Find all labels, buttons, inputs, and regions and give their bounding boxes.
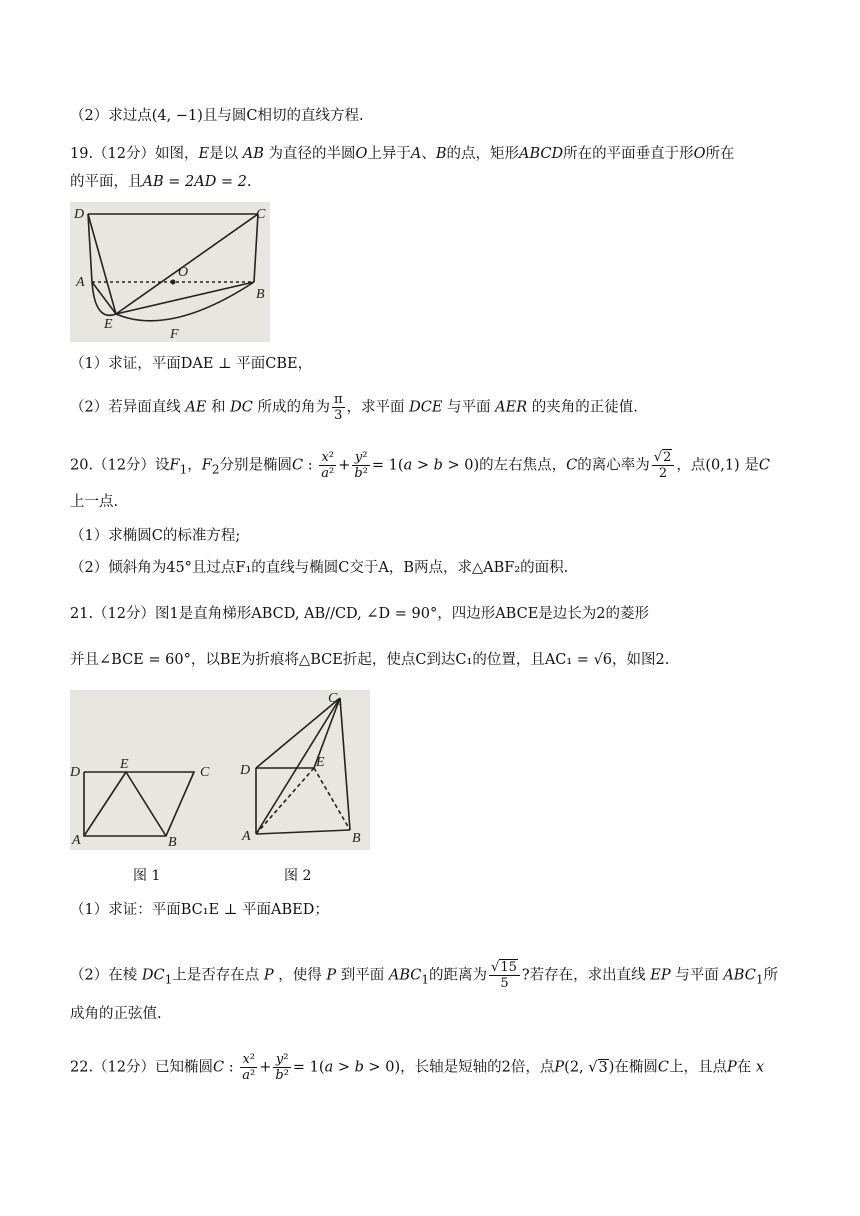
q19-part2: （2）若异面直线 AE 和 DC 所成的角为 $\frac{\pi}{3}$ ，求平面 DCE 与平面 AER 的夹角的正徒值. <box>70 392 638 423</box>
fig2-label-A: A <box>242 829 251 844</box>
fig1-label-E: E <box>120 757 129 772</box>
q22-stem-line1: 22.（12分）已知椭圆C : $\frac{\text{x²}}{\text{a²}}$ + $\frac{\text{y²}}{\text{b²}}$ = 1(a > b > 0)，长轴是短轴的2倍，点P(2, √3)在椭圆C上，且点P在 x <box>70 1052 765 1083</box>
fig2-label-B: B <box>352 831 361 846</box>
q18-part2: （2）求过点(4, −1)且与圆C相切的直线方程. <box>70 108 364 124</box>
fig1-label-C: C <box>200 765 210 780</box>
q19-figure <box>70 202 270 342</box>
q19-stem-line2: 的平面，且AB = 2AD = 2. <box>70 174 252 190</box>
fig2-caption: 图 2 <box>284 868 312 884</box>
fig-label-D: D <box>74 207 85 222</box>
fig-label-F: F <box>170 327 179 342</box>
fig-label-E: E <box>104 317 113 332</box>
fig-label-O: O <box>178 265 189 280</box>
fig2-label-C1: C₁ <box>328 691 343 706</box>
q21-stem-line2: 并且∠BCE = 60°，以BE为折痕将△BCE折起，使点C到达C₁的位置，且AC₁ = √6，如图2. <box>70 652 670 668</box>
q20-stem-line2: 上一点. <box>70 494 119 510</box>
q20-part2: （2）倾斜角为45°且过点F₁的直线与椭圆C交于A，B两点，求△ABF₂的面积. <box>70 560 569 576</box>
q19-part1: （1）求证，平面DAE ⊥ 平面CBE， <box>70 356 313 372</box>
q20-stem-line1: 20.（12分）设$F_1$，$F_2$分别是椭圆C : $\frac{\text{x²}}{\text{a²}}$ + $\frac{\text{y²}}{\text{b²}}$ = 1(a > b > 0)的左右焦点，C的离心率为 $\frac{√2}{2}$ ，点(0,1) 是C <box>70 450 770 481</box>
fig-label-C: C <box>256 207 266 222</box>
q21-stem-line1: 21.（12分）图1是直角梯形ABCD, AB//CD, ∠D = 90°，四边形ABCE是边长为2的菱形 <box>70 606 650 622</box>
q19-stem-line1: 19.（12分）如图，E是以 AB 为直径的半圆O上异于A、B的点，矩形ABCD所在的平面垂直于形O所在 <box>70 146 735 162</box>
fig1-label-B: B <box>168 835 177 850</box>
q21-figures <box>70 690 370 850</box>
q21-part1: （1）求证：平面BC₁E ⊥ 平面ABED； <box>70 902 329 918</box>
fig1-label-A: A <box>72 833 81 848</box>
q21-part2-line2: 成角的正弦值. <box>70 1006 162 1022</box>
fig-label-A: A <box>76 275 85 290</box>
semicircle-figure <box>70 202 270 342</box>
rhombus-fold-figure <box>70 690 370 850</box>
q21-part2: （2）在棱 $DC_1$上是否存在点 P ，使得 P 到平面 $ABC_1$的距离为 $\frac{√15}{5}$ ?若存在，求出直线 EP 与平面 $ABC_1$所 <box>70 960 779 991</box>
fig2-label-E: E <box>316 755 325 770</box>
fig1-caption: 图 1 <box>133 868 161 884</box>
q20-part1: （1）求椭圆C的标准方程; <box>70 528 241 544</box>
fig1-label-D: D <box>70 765 81 780</box>
fig-label-B: B <box>256 287 265 302</box>
fig2-label-D: D <box>240 763 251 778</box>
